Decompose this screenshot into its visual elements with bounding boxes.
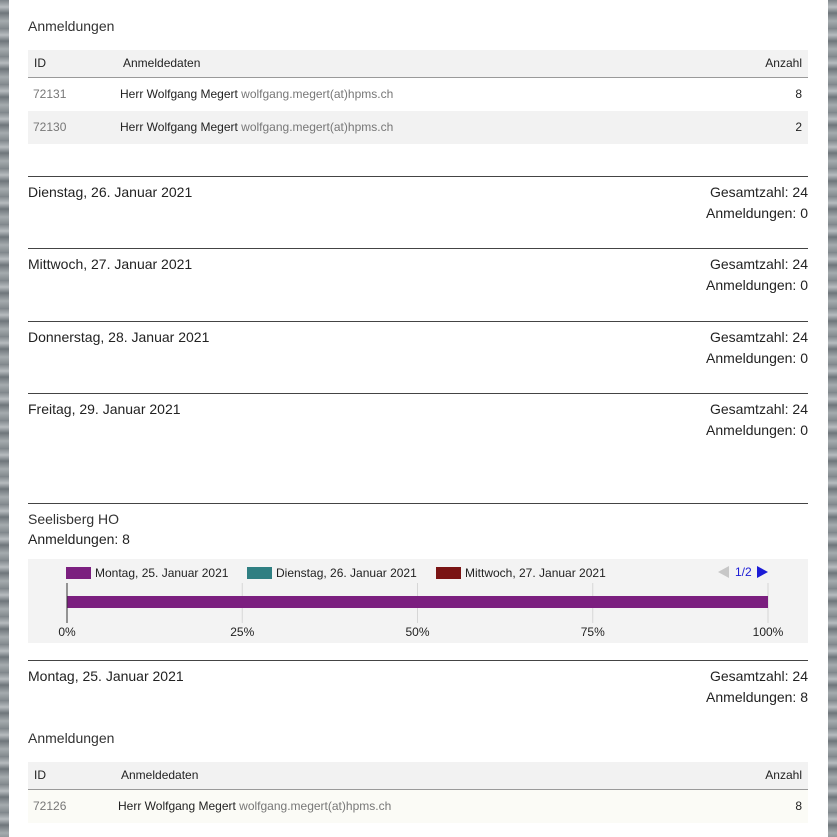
table-row <box>28 78 808 111</box>
divider <box>28 660 808 661</box>
column-id: ID <box>34 768 46 782</box>
day-date: Freitag, 29. Januar 2021 <box>28 401 181 417</box>
row-email: wolfgang.megert(at)hpms.ch <box>241 87 394 101</box>
day-total: Gesamtzahl: 24 <box>709 329 808 345</box>
day-date: Donnerstag, 28. Januar 2021 <box>28 329 210 345</box>
row-name: Herr Wolfgang Megert <box>118 799 236 813</box>
row-email: wolfgang.megert(at)hpms.ch <box>239 799 392 813</box>
legend-label: Montag, 25. Januar 2021 <box>95 566 229 580</box>
day-total: Gesamtzahl: 24 <box>709 256 808 272</box>
table-row <box>28 790 808 823</box>
registrations-table <box>28 762 808 823</box>
day-registrations: Anmeldungen: 0 <box>706 205 808 221</box>
row-name: Herr Wolfgang Megert <box>120 87 238 101</box>
row-id: 72130 <box>33 120 67 134</box>
x-tick-label: 50% <box>405 625 430 639</box>
section-title: Anmeldungen <box>28 730 115 746</box>
background-right <box>828 0 837 837</box>
divider <box>28 321 808 322</box>
day-total: Gesamtzahl: 24 <box>709 668 808 684</box>
content-panel <box>9 0 828 837</box>
day-registrations: Anmeldungen: 0 <box>706 277 808 293</box>
row-data <box>118 790 391 823</box>
table-row <box>28 111 808 144</box>
column-id: ID <box>34 56 46 70</box>
legend-page-indicator: 1/2 <box>735 565 752 579</box>
day-totals <box>706 182 808 224</box>
column-data: Anmeldedaten <box>123 56 201 70</box>
column-count: Anzahl <box>765 56 802 70</box>
row-data <box>120 78 393 111</box>
registrations-chart <box>28 559 808 643</box>
legend-label: Dienstag, 26. Januar 2021 <box>276 566 417 580</box>
x-tick-label: 0% <box>58 625 76 639</box>
day-date: Mittwoch, 27. Januar 2021 <box>28 256 193 272</box>
divider <box>28 248 808 249</box>
legend-label: Mittwoch, 27. Januar 2021 <box>465 566 606 580</box>
divider <box>28 503 808 504</box>
row-count: 8 <box>795 87 802 101</box>
day-registrations: Anmeldungen: 0 <box>706 422 808 438</box>
bar-segment[interactable] <box>67 596 768 608</box>
row-id: 72126 <box>33 799 67 813</box>
row-count: 2 <box>795 120 802 134</box>
day-totals <box>706 399 808 441</box>
day-registrations: Anmeldungen: 0 <box>706 350 808 366</box>
row-data <box>120 111 393 144</box>
table-header <box>28 762 808 790</box>
day-totals <box>706 327 808 369</box>
registrations-table <box>28 50 808 144</box>
day-registrations: Anmeldungen: 8 <box>706 689 808 705</box>
row-name: Herr Wolfgang Megert <box>120 120 238 134</box>
location-registrations: Anmeldungen: 8 <box>28 531 130 547</box>
table-header <box>28 50 808 78</box>
day-totals <box>706 254 808 296</box>
x-tick-label: 75% <box>580 625 605 639</box>
column-data: Anmeldedaten <box>121 768 199 782</box>
day-date: Montag, 25. Januar 2021 <box>28 668 184 684</box>
section-title: Anmeldungen <box>28 18 115 34</box>
row-id: 72131 <box>33 87 67 101</box>
divider <box>28 176 808 177</box>
x-tick-label: 100% <box>752 625 784 639</box>
x-tick-label: 25% <box>230 625 255 639</box>
column-count: Anzahl <box>765 768 802 782</box>
location-name: Seelisberg HO <box>28 511 120 527</box>
day-date: Dienstag, 26. Januar 2021 <box>28 184 193 200</box>
row-count: 8 <box>795 799 802 813</box>
day-total: Gesamtzahl: 24 <box>709 184 808 200</box>
divider <box>28 393 808 394</box>
row-email: wolfgang.megert(at)hpms.ch <box>241 120 394 134</box>
day-totals <box>706 666 808 708</box>
day-total: Gesamtzahl: 24 <box>709 401 808 417</box>
